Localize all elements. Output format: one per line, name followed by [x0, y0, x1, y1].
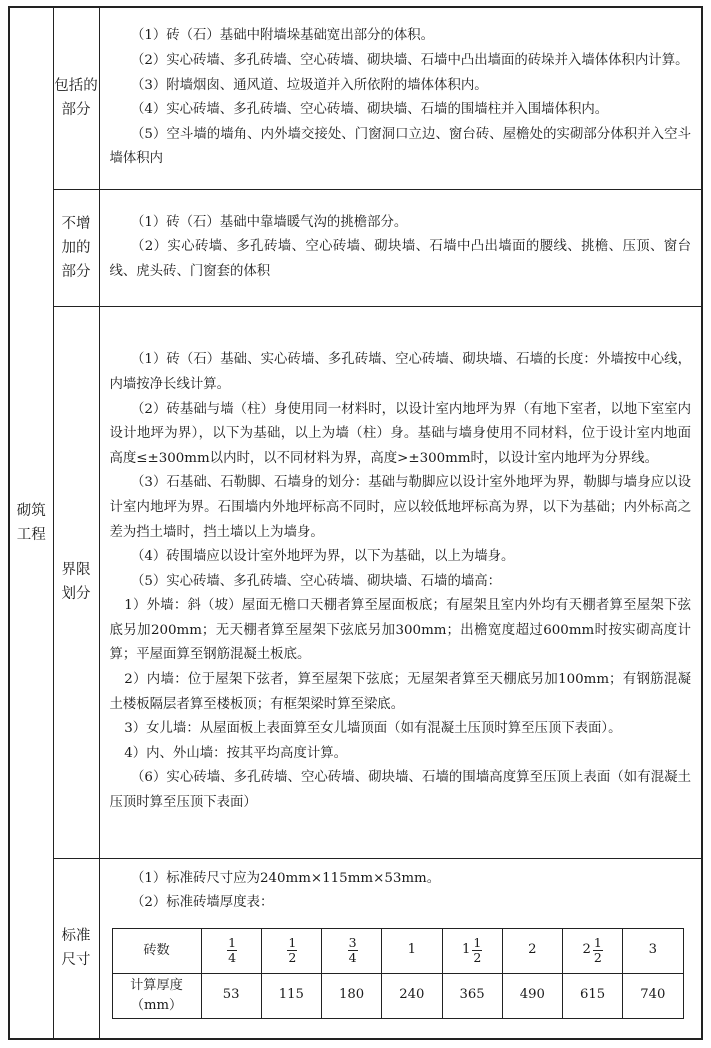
section-content	[99, 306, 702, 858]
thickness-cell: 240	[382, 973, 442, 1018]
paragraph: （3）石基础、石勒脚、石墙身的划分：基础与勒脚应以设计室外地坪为界，勒脚与墙身应以设计室内地坪为界。石围墙内外地坪标高不同时，应以较低地坪标高为界，以下为基础；内外标高之差为挡土墙时，挡土墙以上为墙身。	[109, 475, 691, 540]
brick-count-cell: 2 $\frac{1}{2}$	[563, 928, 623, 973]
brick-count-cell: $\frac{1}{2}$	[261, 928, 321, 973]
brick-count-cell: 3	[623, 928, 683, 973]
paragraph: （1）砖（石）基础、实心砖墙、多孔砖墙、空心砖墙、砌块墙、石墙的长度：外墙按中心线，内墙按净长线计算。	[109, 352, 691, 392]
brick-count-row	[112, 928, 683, 973]
thickness-cell: 180	[322, 973, 382, 1018]
section-label: 界限划分	[61, 562, 91, 602]
section-label-cell	[53, 7, 99, 189]
category-cell	[9, 7, 53, 1039]
paragraph: （4）实心砖墙、多孔砖墙、空心砖墙、砌块墙、石墙的围墙柱并入围墙体积内。	[130, 102, 609, 118]
paragraph: （4）砖围墙应以设计室外地坪为界，以下为基础，以上为墙身。	[130, 549, 515, 565]
paragraph: （5）实心砖墙、多孔砖墙、空心砖墙、砌块墙、石墙的墙高：	[130, 573, 502, 589]
paragraph: （5）空斗墙的墙角、内外墙交接处、门窗洞口立边、窗台砖、屋檐处的实砌部分体积并入空斗墙体积内	[109, 126, 691, 167]
wall-thickness-table	[112, 928, 684, 1019]
brick-count-cell: $\frac{1}{4}$	[201, 928, 261, 973]
section-content	[99, 7, 702, 189]
paragraph: （3）附墙烟囱、通风道、垃圾道并入所依附的墙体体积内。	[130, 77, 488, 93]
row-header: 砖数	[112, 928, 201, 973]
thickness-cell: 740	[623, 973, 683, 1018]
paragraph: 1）外墙：斜（坡）屋面无檐口天棚者算至屋面板底；有屋架且室内外均有天棚者算至屋架下弦底另加200mm；无天棚者算至屋架下弦底另加300mm；出檐宽度超过600mm时按实砌高度计算；平屋面算至钢筋混凝土板底。	[109, 598, 691, 663]
paragraph: （2）砖基础与墙（柱）身使用同一材料时，以设计室内地坪为界（有地下室者，以地下室室内设计地坪为界），以下为基础，以上为墙（柱）身。基础与墙身使用不同材料，位于设计室内地面高度≤±300mm以内时，以不同材料为界，高度>±300mm时，以设计室内地坪为分界线。	[109, 401, 691, 466]
section-label: 包括的部分	[54, 78, 98, 119]
paragraph: （2）标准砖墙厚度表：	[130, 895, 274, 911]
brick-count-cell: 1	[382, 928, 442, 973]
brick-count-cell: 1 $\frac{1}{2}$	[442, 928, 502, 973]
thickness-cell: 365	[442, 973, 502, 1018]
paragraph: 3）女儿墙：从屋面板上表面算至女儿墙顶面（如有混凝土压顶时算至压顶下表面）。	[124, 721, 622, 737]
row-header: 计算厚度（mm）	[112, 973, 201, 1018]
thickness-cell: 615	[563, 973, 623, 1018]
paragraph: （1）砖（石）基础中靠墙暖气沟的挑檐部分。	[130, 214, 408, 230]
brick-count-cell: 2	[502, 928, 562, 973]
section-content	[99, 189, 702, 306]
paragraph: 4）内、外山墙：按其平均高度计算。	[124, 745, 348, 761]
paragraph: （2）实心砖墙、多孔砖墙、空心砖墙、砌块墙、石墙中凸出墙面的砖垛并入墙体体积内计算。	[130, 53, 689, 69]
thickness-cell: 115	[261, 973, 321, 1018]
section-label-cell	[53, 306, 99, 858]
paragraph: （1）标准砖尺寸应为240mm×115mm×53mm。	[130, 870, 441, 886]
thickness-row	[112, 973, 683, 1018]
paragraph: （1）砖（石）基础中附墙垛基础宽出部分的体积。	[130, 28, 435, 44]
section-content	[99, 858, 702, 1039]
section-label: 标准尺寸	[61, 928, 91, 969]
thickness-cell: 490	[502, 973, 562, 1018]
category-label: 砌筑工程	[16, 503, 46, 543]
section-label-cell	[53, 858, 99, 1039]
paragraph: （2）实心砖墙、多孔砖墙、空心砖墙、砌块墙、石墙中凸出墙面的腰线、挑檐、压顶、窗台线、虎头砖、门窗套的体积	[109, 239, 691, 279]
section-label-cell	[53, 189, 99, 306]
paragraph: （6）实心砖墙、多孔砖墙、空心砖墙、砌块墙、石墙的围墙高度算至压顶上表面（如有混凝土压顶时算至压顶下表面）	[109, 770, 691, 811]
masonry-rules-table	[8, 6, 703, 1040]
thickness-cell: 53	[201, 973, 261, 1018]
document-page	[8, 6, 703, 1040]
brick-count-cell: $\frac{3}{4}$	[322, 928, 382, 973]
paragraph: 2）内墙：位于屋架下弦者，算至屋架下弦底；无屋架者算至天棚底另加100mm；有钢筋混凝土楼板隔层者算至楼板顶；有框架梁时算至梁底。	[109, 672, 691, 712]
section-label: 不增加的部分	[61, 215, 91, 280]
